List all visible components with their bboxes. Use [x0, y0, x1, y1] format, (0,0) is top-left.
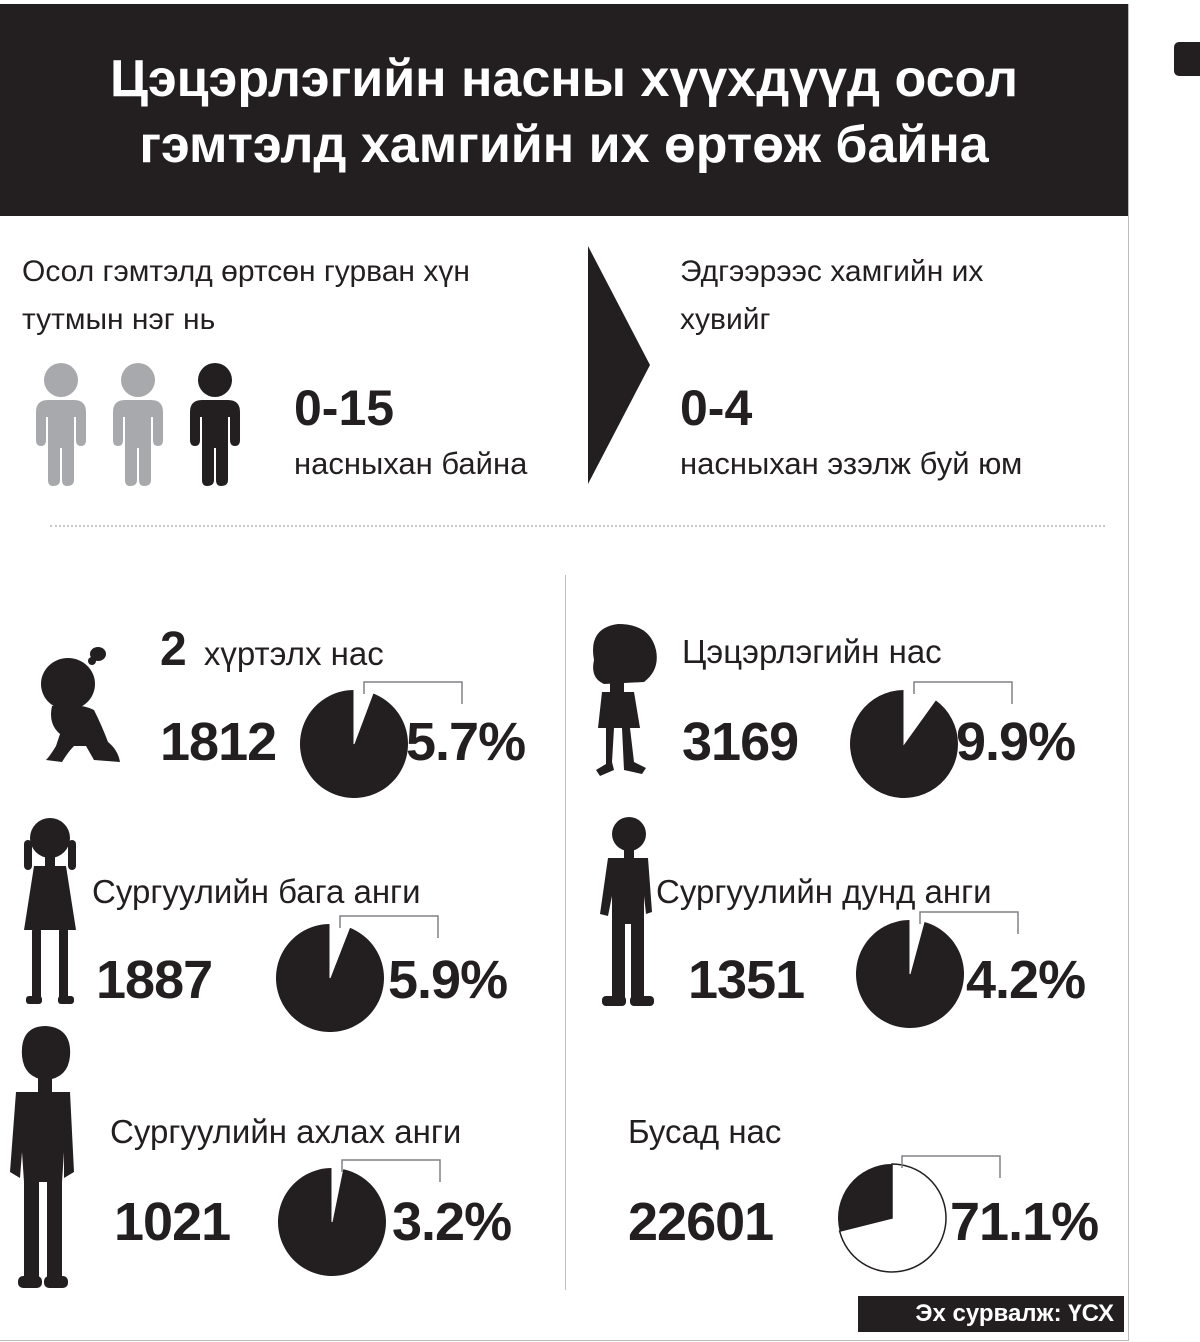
header-banner — [0, 4, 1128, 216]
group-5-label: Сургуулийн ахлах анги — [110, 1113, 462, 1150]
group-1-count: 1812 — [160, 712, 277, 772]
group-3-percent: 5.9% — [388, 950, 508, 1010]
group-1-label — [160, 623, 384, 676]
page-title — [0, 46, 1128, 178]
group-6-percent: 71.1% — [950, 1192, 1099, 1252]
group-6-label: Бусад нас — [628, 1113, 782, 1150]
group-3-count: 1887 — [96, 950, 213, 1010]
title-line-2: гэмтэлд хамгийн их өртөж байна — [139, 116, 989, 174]
intro-right-suffix: насныхан эзэлж буй юм — [680, 446, 1023, 481]
dotted-divider — [50, 525, 1105, 527]
group-4-percent: 4.2% — [966, 950, 1086, 1010]
group-3-label: Сургуулийн бага анги — [92, 873, 421, 910]
teen-silhouette — [8, 1022, 78, 1292]
group-4-count: 1351 — [688, 950, 805, 1010]
girl-silhouette — [584, 620, 660, 782]
group-3-pie — [274, 922, 386, 1034]
group-2-pie — [848, 688, 960, 800]
group-6-pie — [836, 1162, 948, 1274]
person-icon-gray-2 — [113, 363, 163, 486]
column-divider — [565, 575, 566, 1290]
group-4-pie — [854, 918, 966, 1030]
group-2-percent: 9.9% — [956, 712, 1076, 772]
schoolgirl-silhouette — [18, 810, 82, 1006]
group-4-label: Сургуулийн дунд анги — [656, 873, 992, 910]
intro-left-number: 0-15 — [294, 380, 395, 436]
intro-right-number: 0-4 — [680, 380, 753, 436]
person-icon-dark — [190, 363, 240, 486]
intro-right-text: Эдгээрээс хамгийн их хувийг — [680, 255, 984, 336]
intro-left-text: Осол гэмтэлд өртсөн гурван хүн тутмын нэг нь — [22, 255, 470, 336]
source-label: Эх сурвалж: ҮСХ — [858, 1296, 1124, 1332]
intro-left-suffix: насныхан байна — [294, 446, 528, 481]
group-5-pie — [276, 1166, 388, 1278]
group-1-percent: 5.7% — [406, 712, 526, 772]
group-5-count: 1021 — [114, 1192, 231, 1252]
corner-mark — [1174, 42, 1200, 76]
group-2-label: Цэцэрлэгийн нас — [682, 633, 942, 670]
toddler-silhouette — [38, 646, 122, 764]
person-icon-gray-1 — [36, 363, 86, 486]
group-1-label-number: 2 — [160, 623, 187, 676]
title-line-1: Цэцэрлэгийн насны хүүхдүүд осол — [109, 50, 1019, 108]
group-6-count: 22601 — [628, 1192, 774, 1252]
group-1-label-text: хүртэлх нас — [203, 635, 384, 672]
schoolboy-silhouette — [596, 812, 656, 1008]
group-1-pie — [298, 688, 410, 800]
group-5-percent: 3.2% — [392, 1192, 512, 1252]
three-people-icon — [28, 362, 248, 486]
group-2-count: 3169 — [682, 712, 799, 772]
arrow-chevron-icon — [588, 246, 650, 484]
